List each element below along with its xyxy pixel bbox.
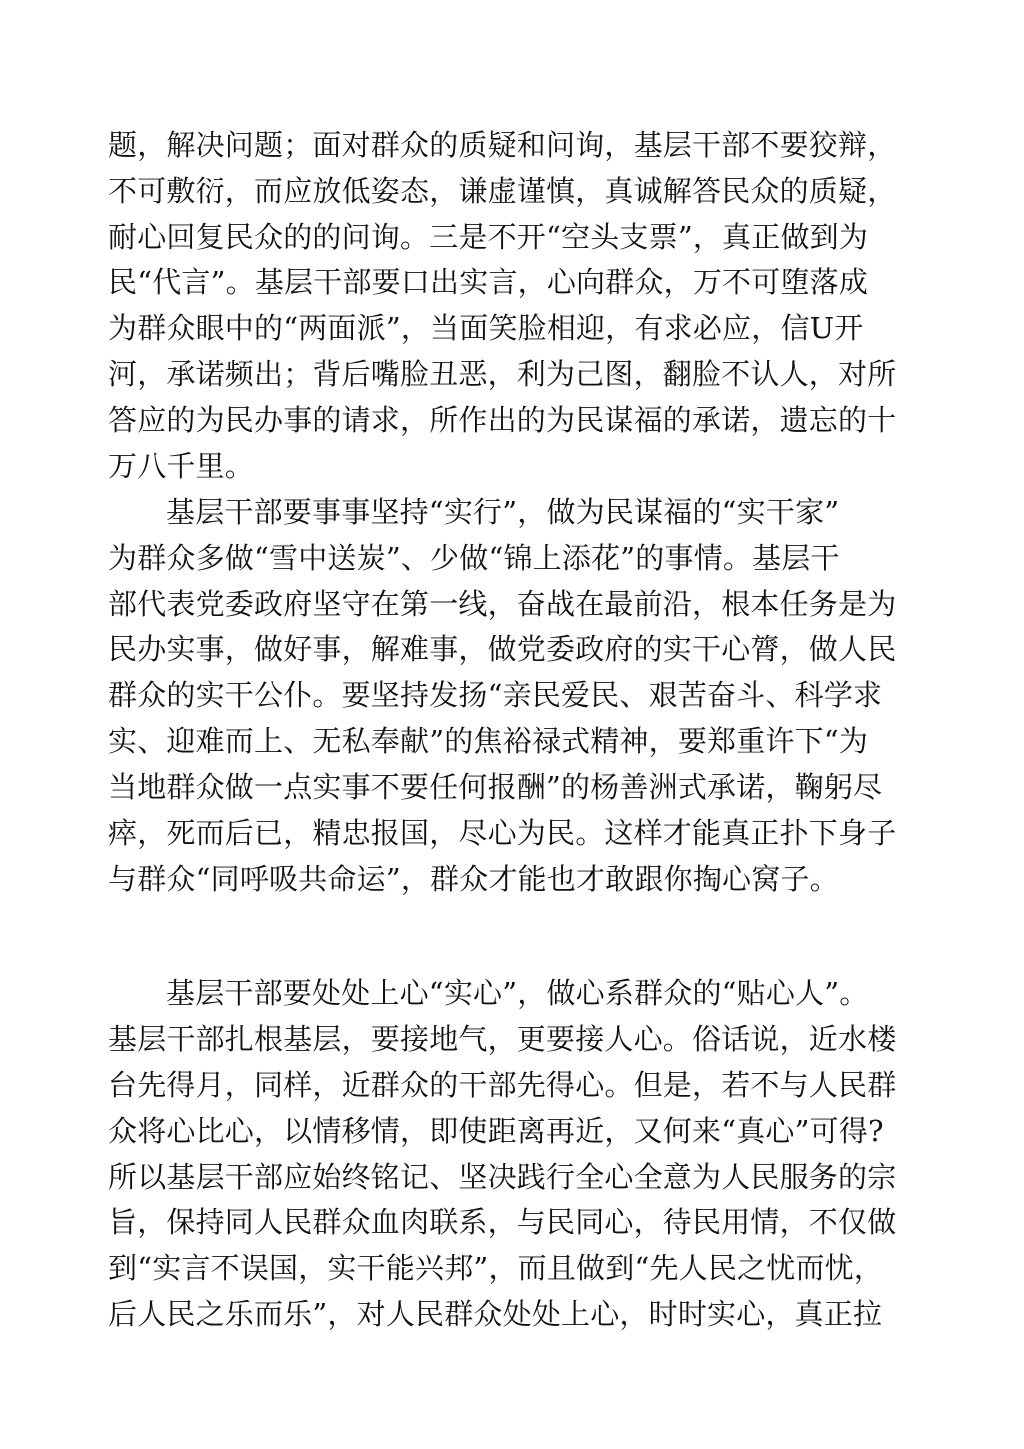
- text-line: 民“代言”。基层干部要口出实言，心向群众，万不可堕落成: [108, 265, 869, 299]
- text-line: 部代表党委政府坚守在第一线，奋战在最前沿，根本任务是为: [108, 587, 897, 621]
- text-line: 题，解决问题；面对群众的质疑和问询，基层干部不要狡辩，: [108, 128, 897, 162]
- text-line: 瘁，死而后已，精忠报国，尽心为民。这样才能真正扑下身子: [108, 816, 897, 850]
- text-line: 万八千里。: [108, 449, 255, 483]
- text-line: 旨，保持同人民群众血肉联系，与民同心，待民用情，不仅做: [108, 1205, 897, 1239]
- text-line: 耐心回复民众的的问询。三是不开“空头支票”，真正做到为: [108, 220, 869, 254]
- paragraph-first-line: 基层干部要事事坚持“实行”，做为民谋福的“实干家”: [166, 495, 840, 529]
- text-line: 群众的实干公仆。要坚持发扬“亲民爱民、艰苦奋斗、科学求: [108, 678, 883, 712]
- text-line: 众将心比心，以情移情，即使距离再近，又何来“真心”可得?: [108, 1114, 884, 1148]
- text-line: 答应的为民办事的请求，所作出的为民谋福的承诺，遗忘的十: [108, 403, 897, 437]
- text-line: 到“实言不误国，实干能兴邦”，而且做到“先人民之忧而忧，: [108, 1251, 884, 1285]
- text-line: 为群众眼中的“两面派”，当面笑脸相迎，有求必应，信U开: [108, 311, 864, 345]
- text-line: 后人民之乐而乐”，对人民群众处处上心，时时实心，真正拉: [108, 1297, 883, 1331]
- paragraph-first-line: 基层干部要处处上心“实心”，做心系群众的“贴心人”。: [166, 976, 869, 1010]
- text-line: 与群众“同呼吸共命运”，群众才能也才敢跟你掏心窝子。: [108, 862, 839, 896]
- text-line: 河，承诺频出；背后嘴脸丑恶，利为己图，翻脸不认人，对所: [108, 357, 897, 391]
- text-line: 当地群众做一点实事不要任何报酬”的杨善洲式承诺，鞠躬尽: [108, 770, 883, 804]
- text-line: 所以基层干部应始终铭记、坚决践行全心全意为人民服务的宗: [108, 1160, 897, 1194]
- text-line: 不可敷衍，而应放低姿态，谦虚谨慎，真诚解答民众的质疑，: [108, 174, 897, 208]
- text-line: 实、迎难而上、无私奉献”的焦裕禄式精神，要郑重许下“为: [108, 724, 869, 758]
- text-line: 民办实事，做好事，解难事，做党委政府的实干心膂，做人民: [108, 632, 897, 666]
- text-line: 为群众多做“雪中送炭”、少做“锦上添花”的事情。基层干: [108, 541, 840, 575]
- text-line: 台先得月，同样，近群众的干部先得心。但是，若不与人民群: [108, 1068, 897, 1102]
- text-line: 基层干部扎根基层，要接地气，更要接人心。俗话说，近水楼: [108, 1022, 897, 1056]
